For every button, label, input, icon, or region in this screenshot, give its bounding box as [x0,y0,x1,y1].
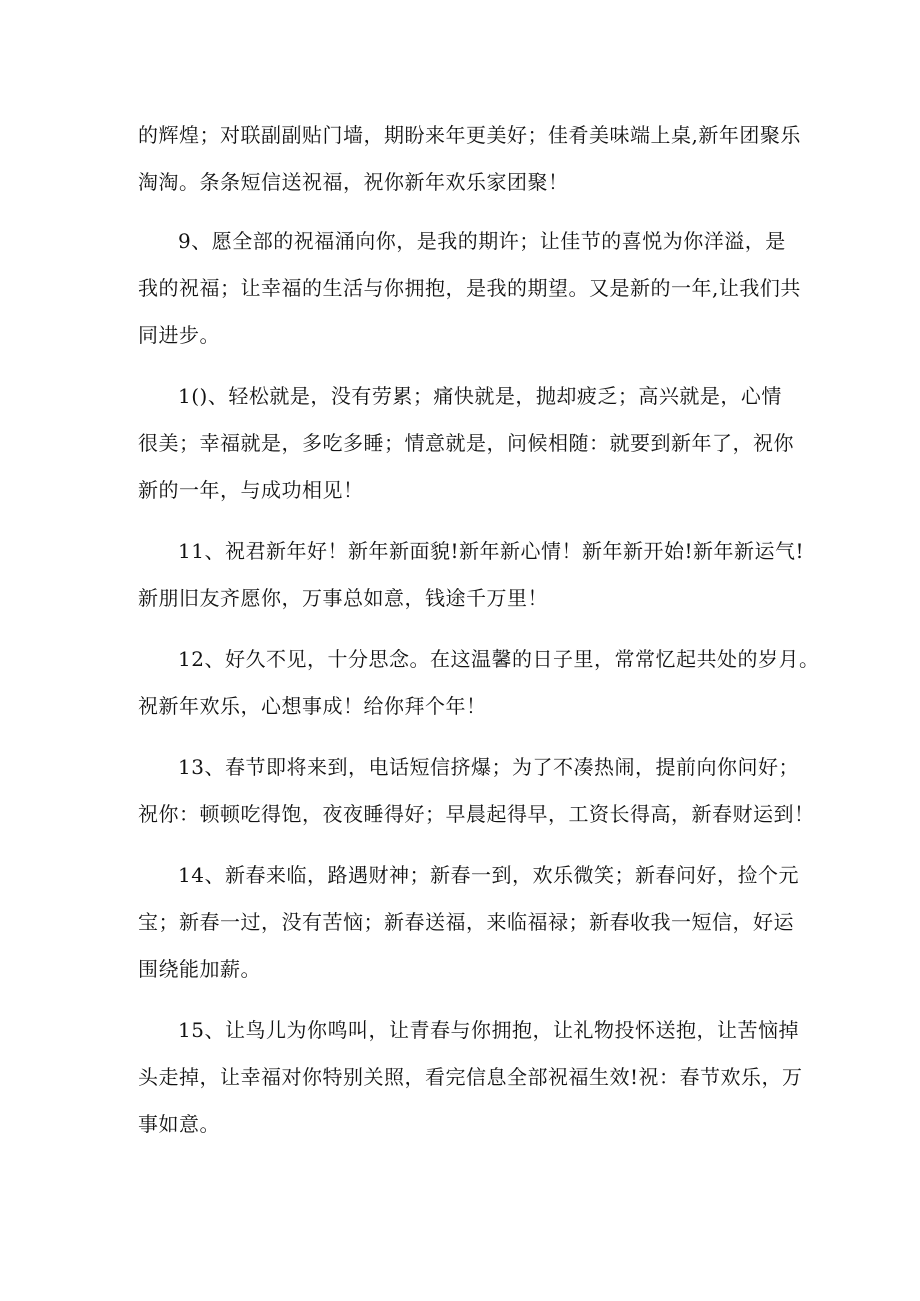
text-line: 11、祝君新年好！新年新面貌!新年新心情！新年新开始!新年新运气! [178,539,805,563]
text-line: 祝新年欢乐，心想事成！给你拜个年！ [138,694,487,718]
text-line: 淘淘。条条短信送祝福，祝你新年欢乐家团聚！ [138,170,569,194]
text-line: 我的祝福；让幸福的生活与你拥抱，是我的期望。又是新的一年,让我们共 [138,276,801,300]
text-line: 同进步。 [138,323,220,347]
text-line: 头走掉，让幸福对你特别关照，看完信息全部祝福生效!祝：春节欢乐，万 [138,1065,803,1089]
text-line: 9、愿全部的祝福涌向你，是我的期许；让佳节的喜悦为你洋溢，是 [178,229,786,253]
paragraph-9 [138,218,801,359]
paragraph-14 [138,852,798,993]
text-line: 新的一年，与成功相见！ [138,478,364,502]
text-line: 14、新春来临，路遇财神；新春一到，欢乐微笑；新春问好，捡个元 [178,863,799,887]
text-line: 宝；新春一过，没有苦恼；新春送福，来临福禄；新春收我一短信，好运 [138,910,794,934]
text-line: 祝你：顿顿吃得饱，夜夜睡得好；早晨起得早，工资长得高，新春财运到！ [138,802,815,826]
text-line: 1()、轻松就是，没有劳累；痛快就是，抛却疲乏；高兴就是，心情 [178,384,782,408]
paragraph-11 [138,528,805,622]
text-line: 新朋旧友齐愿你，万事总如意，钱途千万里！ [138,586,548,610]
paragraph-continued [138,112,801,206]
paragraph-13 [138,744,815,838]
text-line: 12、好久不见，十分思念。在这温馨的日子里，常常忆起共处的岁月。 [178,647,820,671]
text-line: 13、春节即将来到，电话短信挤爆；为了不凑热闹，提前向你问好； [178,755,799,779]
text-line: 的辉煌；对联副副贴门墙，期盼来年更美好；佳肴美味端上桌,新年团聚乐 [138,123,801,147]
text-line: 很美；幸福就是，多吃多睡；情意就是，问候相随：就要到新年了，祝你 [138,431,794,455]
text-line: 15、让鸟儿为你鸣叫，让青春与你拥抱，让礼物投怀送抱，让苦恼掉 [178,1018,799,1042]
paragraph-15 [138,1007,803,1148]
paragraph-10 [138,373,798,514]
text-line: 围绕能加薪。 [138,957,261,981]
paragraph-12 [138,636,820,730]
text-line: 事如意。 [138,1112,220,1136]
